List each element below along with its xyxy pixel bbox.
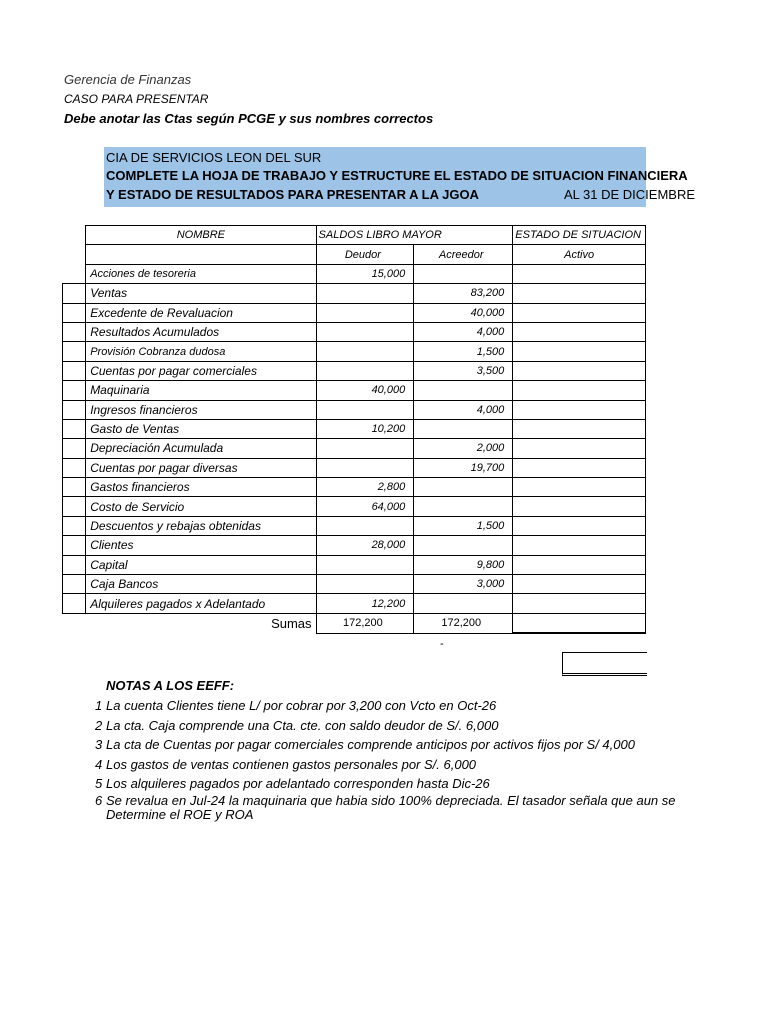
account-name[interactable]: Descuentos y rebajas obtenidas [86,516,316,535]
deudor-cell[interactable]: 12,200 [316,594,414,613]
activo-cell[interactable] [513,478,646,497]
deudor-cell[interactable]: 40,000 [316,381,414,400]
table-row [63,516,646,535]
department-title: Gerencia de Finanzas [64,72,192,87]
account-name[interactable]: Capital [86,555,316,574]
activo-cell[interactable] [513,264,646,283]
table-row [63,536,646,555]
col-header-acreedor[interactable]: Acreedor [414,245,513,264]
note-number: 4 [95,756,103,772]
activo-cell[interactable] [513,555,646,574]
sum-acreedor[interactable]: 172,200 [414,613,513,633]
acreedor-cell[interactable]: 3,500 [414,361,513,380]
activo-cell[interactable] [513,303,646,322]
table-row [63,381,646,400]
acreedor-cell[interactable]: 4,000 [414,400,513,419]
acreedor-cell[interactable] [414,536,513,555]
acreedor-cell[interactable]: 2,000 [414,439,513,458]
banner-instruction-1: COMPLETE LA HOJA DE TRABAJO Y ESTRUCTURE EL ESTADO DE SITUACION FINANCIERA [106,168,688,183]
activo-cell[interactable] [513,458,646,477]
acreedor-cell[interactable] [414,497,513,516]
header-row-1 [63,226,646,245]
acreedor-cell[interactable] [414,381,513,400]
account-name[interactable]: Provisión Cobranza dudosa [86,342,316,361]
table-row [63,400,646,419]
table-row [63,458,646,477]
table-row [63,264,646,283]
table-row [63,497,646,516]
company-banner [104,147,696,207]
activo-cell[interactable] [513,400,646,419]
activo-cell[interactable] [513,575,646,594]
acreedor-cell[interactable]: 3,000 [414,575,513,594]
acreedor-cell[interactable] [414,478,513,497]
activo-cell[interactable] [513,497,646,516]
acreedor-cell[interactable]: 83,200 [414,284,513,303]
account-name[interactable]: Acciones de tesoreria [86,264,316,283]
total-box-cell[interactable] [562,652,647,676]
deudor-cell[interactable]: 64,000 [316,497,414,516]
worksheet-table [62,225,646,645]
company-name: CIA DE SERVICIOS LEON DEL SUR [106,150,322,165]
table-row [63,439,646,458]
account-name[interactable]: Cuentas por pagar diversas [86,458,316,477]
col-header-nombre[interactable]: NOMBRE [86,226,316,245]
notes-extra: Determine el ROE y ROA [106,807,254,822]
sum-activo[interactable] [513,613,646,633]
case-title: CASO PARA PRESENTAR [64,92,209,106]
deudor-cell[interactable] [316,322,414,341]
account-name[interactable]: Excedente de Revaluacion [86,303,316,322]
table-row [63,284,646,303]
note-text: La cta. Caja comprende una Cta. cte. con saldo deudor de S/. 6,000 [106,717,499,733]
deudor-cell[interactable] [316,400,414,419]
acreedor-cell[interactable]: 40,000 [414,303,513,322]
activo-cell[interactable] [513,594,646,613]
activo-cell[interactable] [513,342,646,361]
note-number: 5 [95,776,103,792]
acreedor-cell[interactable]: 1,500 [414,516,513,535]
acreedor-cell[interactable] [414,264,513,283]
acreedor-cell[interactable]: 4,000 [414,322,513,341]
note-text: Los alquileres pagados por adelantado corresponden hasta Dic-26 [106,776,490,792]
sum-deudor[interactable]: 172,200 [316,613,414,633]
account-name[interactable]: Costo de Servicio [86,497,316,516]
table-row [63,419,646,438]
table-row [63,555,646,574]
account-name[interactable]: Depreciación Acumulada [86,439,316,458]
deudor-cell[interactable] [316,516,414,535]
account-name[interactable]: Cuentas por pagar comerciales [86,361,316,380]
deudor-cell[interactable]: 28,000 [316,536,414,555]
acreedor-cell[interactable] [414,419,513,438]
dash-cell: - [440,638,444,650]
col-header-deudor[interactable]: Deudor [316,245,414,264]
note-number: 2 [95,717,103,733]
note-text: La cta de Cuentas por pagar comerciales comprende anticipos por activos fijos por S/ 4,000 [106,737,635,753]
acreedor-cell[interactable] [414,594,513,613]
note-number: 3 [95,737,103,753]
account-name[interactable]: Maquinaria [86,381,316,400]
activo-cell[interactable] [513,284,646,303]
note-text: La cuenta Clientes tiene L/ por cobrar por 3,200 con Vcto en Oct-26 [106,698,497,713]
activo-cell[interactable] [513,536,646,555]
account-name[interactable]: Alquileres pagados x Adelantado [86,594,316,613]
deudor-cell[interactable] [316,361,414,380]
col-header-estado[interactable]: ESTADO DE SITUACION [513,226,646,245]
table-row [63,322,646,341]
deudor-cell[interactable] [316,555,414,574]
account-name[interactable]: Ingresos financieros [86,400,316,419]
note-number: 6 [95,793,103,808]
sum-row [63,613,646,633]
table-row [63,342,646,361]
activo-cell[interactable] [513,516,646,535]
account-name[interactable]: Resultados Acumulados [86,322,316,341]
deudor-cell[interactable] [316,284,414,303]
acreedor-cell[interactable]: 9,800 [414,555,513,574]
activo-cell[interactable] [513,361,646,380]
account-name[interactable]: Gasto de Ventas [86,419,316,438]
deudor-cell[interactable] [316,439,414,458]
deudor-cell[interactable] [316,575,414,594]
deudor-cell[interactable] [316,342,414,361]
table-row [63,303,646,322]
activo-cell[interactable] [513,439,646,458]
account-name[interactable]: Caja Bancos [86,575,316,594]
header-row-2 [63,245,646,264]
deudor-cell[interactable]: 10,200 [316,419,414,438]
deudor-cell[interactable] [316,303,414,322]
table-row [63,361,646,380]
account-name[interactable]: Ventas [86,284,316,303]
activo-cell[interactable] [513,419,646,438]
banner-date: AL 31 DE DICIEMBRE [564,187,696,202]
sumas-label: Sumas [86,613,316,633]
table-row [63,575,646,594]
deudor-cell[interactable]: 2,800 [316,478,414,497]
instruction-text: Debe anotar las Ctas según PCGE y sus nombres correctos [64,111,434,126]
note-text: Los gastos de ventas contienen gastos personales por S/. 6,000 [106,756,477,772]
activo-cell[interactable] [513,381,646,400]
note-text: Se revalua en Jul-24 la maquinaria que habia sido 100% depreciada. El tasador señala que aun se [106,793,676,808]
account-name[interactable]: Gastos financieros [86,478,316,497]
acreedor-cell[interactable]: 19,700 [414,458,513,477]
table-row [63,478,646,497]
acreedor-cell[interactable]: 1,500 [414,342,513,361]
col-header-activo[interactable]: Activo [513,245,646,264]
banner-instruction-2: Y ESTADO DE RESULTADOS PARA PRESENTAR A LA JGOA [106,187,479,202]
account-name[interactable]: Clientes [86,536,316,555]
table-row [63,594,646,613]
activo-cell[interactable] [513,322,646,341]
notes-title: NOTAS A LOS EEFF: [106,678,235,693]
note-number: 1 [95,698,103,713]
deudor-cell[interactable] [316,458,414,477]
deudor-cell[interactable]: 15,000 [316,264,414,283]
col-header-saldos[interactable]: SALDOS LIBRO MAYOR [316,226,513,245]
